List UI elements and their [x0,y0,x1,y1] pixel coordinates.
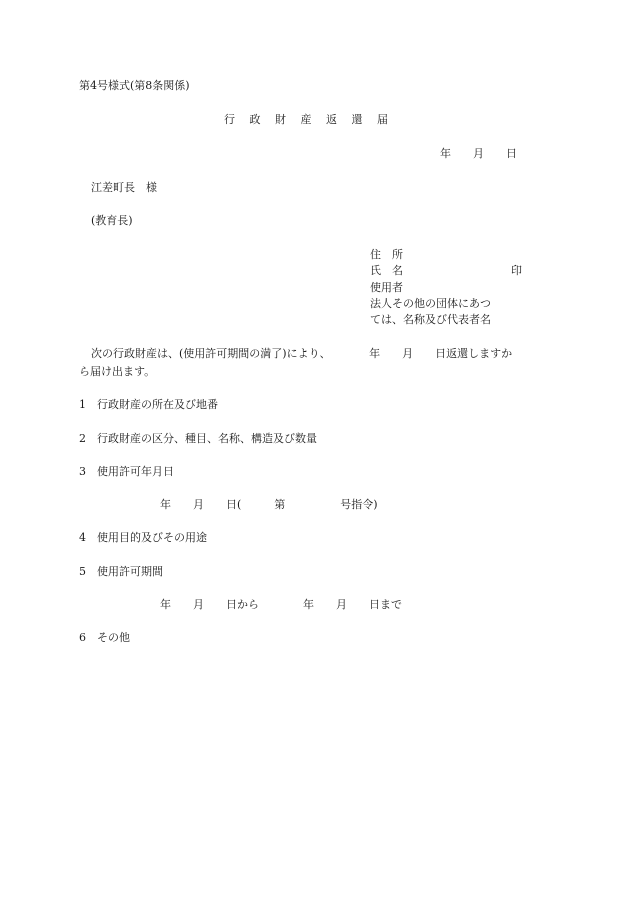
seal-mark: 印 [511,264,522,277]
name-label: 氏 名 [370,264,403,277]
recipient-alternate: (教育長) [91,214,133,227]
address-label: 住 所 [370,248,403,261]
submission-date: 年 月 日 [440,147,517,160]
corporation-note-line-1: 法人その他の団体にあつ [370,297,491,310]
document-title: 行 政 財 産 返 還 届 [224,113,388,126]
item-location: 1 行政財産の所在及び地番 [79,398,218,411]
item-purpose: 4 使用目的及びその用途 [79,531,207,544]
item-classification: 2 行政財産の区分、種目、名称、構造及び数量 [79,432,317,445]
item-permit-date: 3 使用許可年月日 [79,465,174,478]
item-permit-period: 5 使用許可期間 [79,565,163,578]
form-number: 第4号様式(第8条関係) [79,79,190,92]
item-other: 6 その他 [79,631,130,644]
recipient: 江差町長 様 [91,181,157,194]
user-label: 使用者 [370,281,403,294]
body-text-line-2: ら届け出ます。 [79,365,156,378]
corporation-note-line-2: ては、名称及び代表者名 [370,313,491,326]
item-permit-period-detail: 年 月 日から 年 月 日まで [160,598,402,611]
item-permit-date-detail: 年 月 日( 第 号指令) [160,498,378,511]
body-text-line-1: 次の行政財産は、(使用許可期間の満了)により、 年 月 日返還しますか [91,347,513,360]
